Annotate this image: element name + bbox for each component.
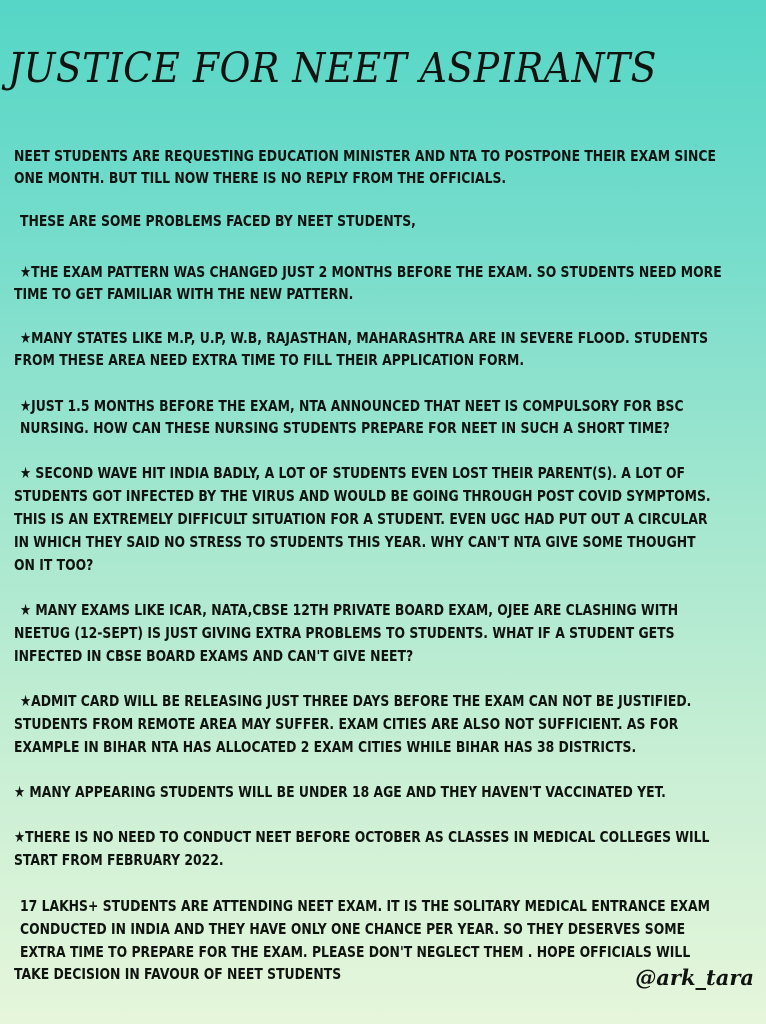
problem-point-line: ON IT TOO? (14, 556, 94, 574)
problem-point-line: ★MANY STATES LIKE M.P, U.P, W.B, RAJASTHAN, MAHARASHTRA ARE IN SEVERE FLOOD. STUDENTS (20, 329, 709, 347)
problems-heading: THESE ARE SOME PROBLEMS FACED BY NEET STUDENTS, (20, 212, 416, 230)
problem-point-line: NURSING. HOW CAN THESE NURSING STUDENTS PREPARE FOR NEET IN SUCH A SHORT TIME? (20, 419, 670, 437)
intro-line: NEET STUDENTS ARE REQUESTING EDUCATION MINISTER AND NTA TO POSTPONE THEIR EXAM SINCE (14, 147, 716, 165)
conclusion-line: EXTRA TIME TO PREPARE FOR THE EXAM. PLEASE DON'T NEGLECT THEM . HOPE OFFICIALS WILL (20, 943, 691, 961)
problem-point-line: ★ADMIT CARD WILL BE RELEASING JUST THREE DAYS BEFORE THE EXAM CAN NOT BE JUSTIFIED. (20, 692, 692, 710)
problem-point-line: FROM THESE AREA NEED EXTRA TIME TO FILL THEIR APPLICATION FORM. (14, 351, 525, 369)
problem-point-line: STUDENTS FROM REMOTE AREA MAY SUFFER. EXAM CITIES ARE ALSO NOT SUFFICIENT. AS FOR (14, 715, 679, 733)
page-title: JUSTICE FOR NEET ASPIRANTS (8, 44, 657, 92)
problem-point-line: THIS IS AN EXTREMELY DIFFICULT SITUATION FOR A STUDENT. EVEN UGC HAD PUT OUT A CIRCULAR (14, 510, 708, 528)
problem-point-line: ★THERE IS NO NEED TO CONDUCT NEET BEFORE OCTOBER AS CLASSES IN MEDICAL COLLEGES WILL (14, 828, 710, 846)
problem-point-line: START FROM FEBRUARY 2022. (14, 851, 224, 869)
problem-point-line: EXAMPLE IN BIHAR NTA HAS ALLOCATED 2 EXAM CITIES WHILE BIHAR HAS 38 DISTRICTS. (14, 738, 637, 756)
problem-point-line: ★ SECOND WAVE HIT INDIA BADLY, A LOT OF STUDENTS EVEN LOST THEIR PARENT(S). A LOT OF (20, 464, 686, 482)
problem-point-line: ★ MANY APPEARING STUDENTS WILL BE UNDER 18 AGE AND THEY HAVEN'T VACCINATED YET. (14, 783, 666, 801)
problem-point-line: NEETUG (12-SEPT) IS JUST GIVING EXTRA PROBLEMS TO STUDENTS. WHAT IF A STUDENT GETS (14, 624, 675, 642)
problem-point-line: INFECTED IN CBSE BOARD EXAMS AND CAN'T GIVE NEET? (14, 647, 414, 665)
conclusion-line: TAKE DECISION IN FAVOUR OF NEET STUDENTS (14, 965, 342, 983)
problem-point-line: IN WHICH THEY SAID NO STRESS TO STUDENTS THIS YEAR. WHY CAN'T NTA GIVE SOME THOUGHT (14, 533, 696, 551)
problem-point-line: STUDENTS GOT INFECTED BY THE VIRUS AND WOULD BE GOING THROUGH POST COVID SYMPTOMS. (14, 487, 711, 505)
problem-point-line: ★JUST 1.5 MONTHS BEFORE THE EXAM, NTA ANNOUNCED THAT NEET IS COMPULSORY FOR BSC (20, 397, 684, 415)
problem-point-line: TIME TO GET FAMILIAR WITH THE NEW PATTERN. (14, 285, 354, 303)
intro-line: ONE MONTH. BUT TILL NOW THERE IS NO REPLY FROM THE OFFICIALS. (14, 169, 507, 187)
problem-point-line: ★ MANY EXAMS LIKE ICAR, NATA,CBSE 12TH PRIVATE BOARD EXAM, OJEE ARE CLASHING WITH (20, 601, 679, 619)
conclusion-line: 17 LAKHS+ STUDENTS ARE ATTENDING NEET EXAM. IT IS THE SOLITARY MEDICAL ENTRANCE EXAM (20, 897, 710, 915)
author-credit: @ark_tara (635, 965, 754, 990)
conclusion-line: CONDUCTED IN INDIA AND THEY HAVE ONLY ONE CHANCE PER YEAR. SO THEY DESERVES SOME (20, 920, 686, 938)
problem-point-line: ★THE EXAM PATTERN WAS CHANGED JUST 2 MONTHS BEFORE THE EXAM. SO STUDENTS NEED MORE (20, 263, 722, 281)
